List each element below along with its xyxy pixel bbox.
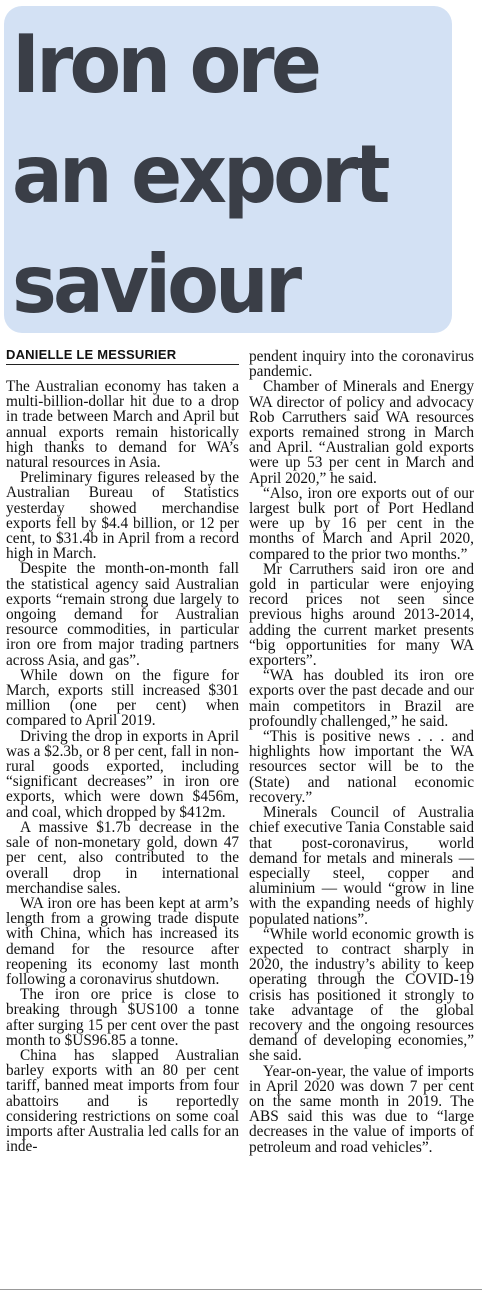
byline-divider bbox=[6, 364, 239, 365]
paragraph: Minerals Council of Australia chief executive Tania Constable said that post-coronavirus, world demand for metals and minerals — especially steel, copper and aluminium — would “grow in line with the expanding needs of highly populated nations”. bbox=[249, 804, 474, 928]
headline-line: an export bbox=[12, 128, 387, 221]
paragraph: Preliminary figures released by the Australian Bureau of Statistics yesterday showed merchandise exports fell by $4.4 billion, or 12 per cent, to $31.4b in April from a record high in March. bbox=[6, 469, 239, 563]
headline-line: Iron ore bbox=[12, 18, 319, 111]
paragraph: “This is positive news . . . and highlights how important the WA resources sector will be to the (State) and national economic recovery.” bbox=[249, 728, 474, 806]
paragraph: A massive $1.7b decrease in the sale of non-monetary gold, down 47 per cent, also contributed to the overall drop in international merchandise sales. bbox=[6, 818, 239, 897]
headline bbox=[12, 10, 444, 340]
paragraph: “WA has doubled its iron ore exports over the past decade and our main competitors in Brazil are profoundly challenged,” he said. bbox=[249, 667, 474, 730]
paragraph: The Australian economy has taken a multi-billion-dollar hit due to a drop in trade between March and April but annual exports remain historically high thanks to demand for WA’s natural resources in Asia. bbox=[6, 378, 239, 472]
headline-line: saviour bbox=[12, 238, 299, 331]
byline: DANIELLE LE MESSURIER bbox=[6, 347, 177, 362]
headline-panel bbox=[4, 6, 452, 333]
paragraph: While down on the figure for March, exports still increased $301 million (one per cent) when compared to April 2019. bbox=[6, 666, 239, 730]
article-column-1 bbox=[6, 379, 239, 1154]
paragraph: Chamber of Minerals and Energy WA director of policy and advocacy Rob Carruthers said WA resources exports remained strong in March and April. “Australian gold exports were up 53 per cent in March and April 2020,” he said. bbox=[249, 378, 474, 487]
paragraph: pendent inquiry into the coronavirus pandemic. bbox=[249, 348, 474, 381]
paragraph: “Also, iron ore exports out of our largest bulk port of Port Hedland were up by 16 per cent in the months of March and April 2020, compared to the prior two months.” bbox=[249, 484, 474, 563]
paragraph: Mr Carruthers said iron ore and gold in particular were enjoying record prices not seen since previous highs around 2013-2014, adding the current market presents “big opportunities for many WA exporters”. bbox=[249, 560, 474, 670]
paragraph: Despite the month-on-month fall the statistical agency said Australian exports “remain strong due largely to ongoing demand for Australian resource commodities, in particular iron ore from major trading partners across Asia, and gas”. bbox=[6, 560, 239, 669]
paragraph: Driving the drop in exports in April was a $2.3b, or 8 per cent, fall in non-rural goods exported, including “significant decreases” in iron ore exports, which were down $456m, and coal, which dropped by $412m. bbox=[6, 727, 239, 821]
paragraph: The iron ore price is close to breaking through $US100 a tonne after surging 15 per cent over the past month to $US96.85 a tonne. bbox=[6, 986, 239, 1049]
paragraph: China has slapped Australian barley exports with an 80 per cent tariff, banned meat imports from four abattoirs and is reportedly considering restrictions on some coal imports after Australia led calls for an inde- bbox=[6, 1046, 239, 1156]
paragraph: WA iron ore has been kept at arm’s length from a growing trade dispute with China, which has increased its demand for the resource after reopening its economy last month following a coronavirus shutdown. bbox=[6, 894, 239, 988]
bottom-divider bbox=[0, 1289, 482, 1290]
paragraph: “While world economic growth is expected to contract sharply in 2020, the industry’s ability to keep operating through the COVID-19 crisis has positioned it strongly to take advantage of the global recovery and the ongoing resources demand of developing economies,” she said. bbox=[249, 925, 474, 1065]
article-column-2 bbox=[249, 349, 474, 1155]
paragraph: Year-on-year, the value of imports in April 2020 was down 7 per cent on the same month in 2019. The ABS said this was due to “large decreases in the value of imports of petroleum and road vehicles”. bbox=[249, 1062, 474, 1156]
